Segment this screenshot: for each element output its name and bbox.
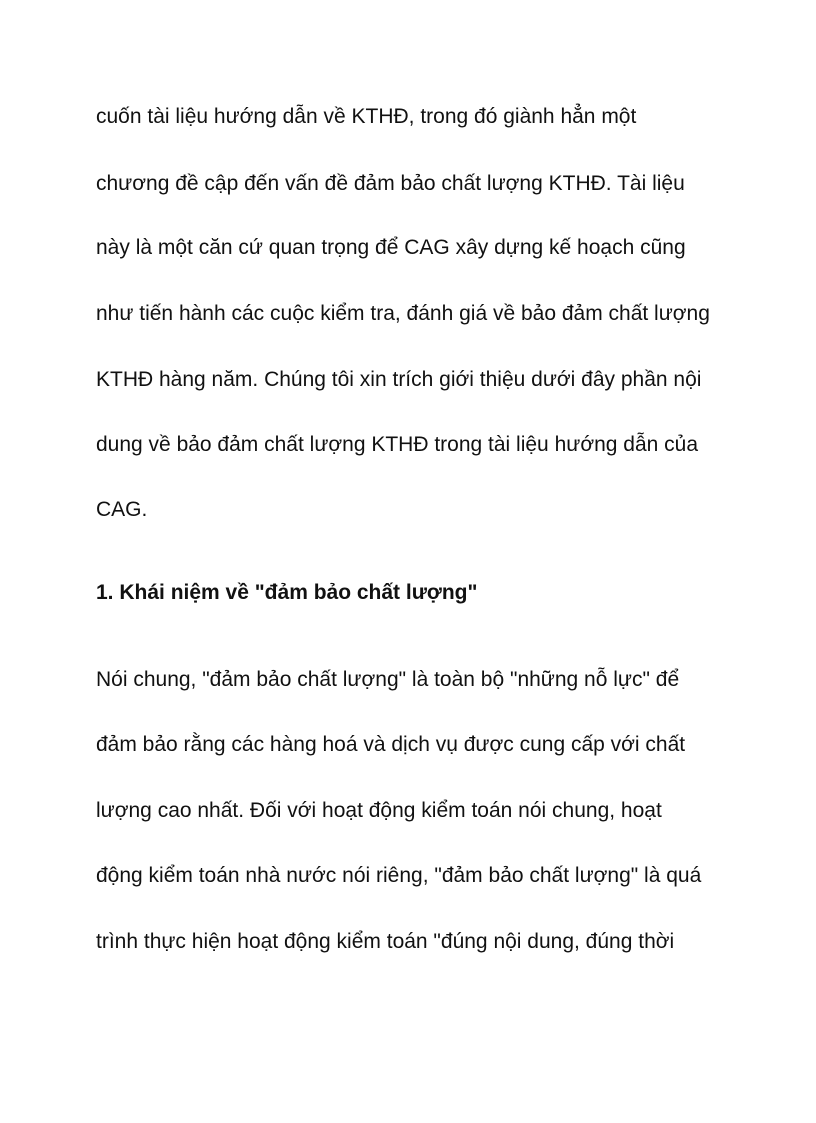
paragraph-2-line-3: lượng cao nhất. Đối với hoạt động kiểm toán nói chung, hoạt	[96, 799, 662, 822]
paragraph-2-line-5: trình thực hiện hoạt động kiểm toán "đúng nội dung, đúng thời	[96, 930, 675, 953]
paragraph-1-line-1: cuốn tài liệu hướng dẫn về KTHĐ, trong đó giành hẳn một	[96, 105, 637, 128]
paragraph-1-line-3: này là một căn cứ quan trọng để CAG xây dựng kế hoạch cũng	[96, 236, 686, 259]
paragraph-2-line-2: đảm bảo rằng các hàng hoá và dịch vụ được cung cấp với chất	[96, 733, 686, 756]
paragraph-1-line-2: chương đề cập đến vấn đề đảm bảo chất lượng KTHĐ. Tài liệu	[96, 172, 685, 195]
paragraph-2-line-4: động kiểm toán nhà nước nói riêng, "đảm bảo chất lượng" là quá	[96, 864, 702, 887]
paragraph-1-line-6: dung về bảo đảm chất lượng KTHĐ trong tài liệu hướng dẫn của	[96, 433, 699, 456]
paragraph-1-line-5: KTHĐ hàng năm. Chúng tôi xin trích giới thiệu dưới đây phần nội	[96, 368, 702, 391]
section-1-heading: 1. Khái niệm về "đảm bảo chất lượng"	[96, 581, 478, 604]
paragraph-2-line-1: Nói chung, "đảm bảo chất lượng" là toàn bộ "những nỗ lực" để	[96, 668, 680, 691]
paragraph-1-line-7: CAG.	[96, 498, 148, 521]
paragraph-1-line-4: như tiến hành các cuộc kiểm tra, đánh giá về bảo đảm chất lượng	[96, 302, 710, 325]
